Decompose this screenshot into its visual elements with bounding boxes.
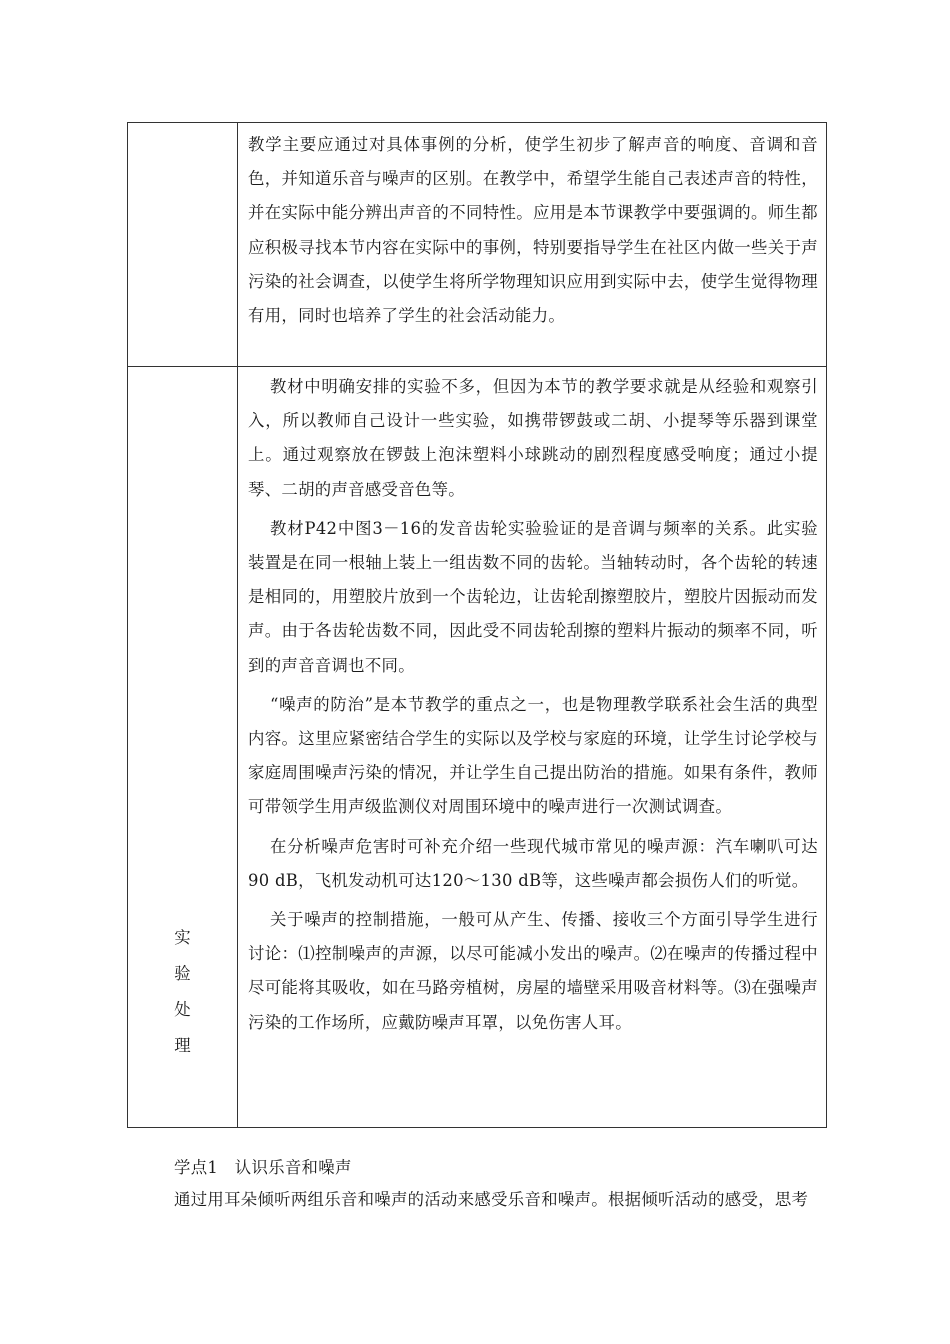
paragraph: 关于噪声的控制措施，一般可从产生、传播、接收三个方面引导学生进行讨论：⑴控制噪声的声源，以尽可能减小发出的噪声。⑵在噪声的传播过程中尽可能将其吸收，如在马路旁植树，房屋的墙壁采用吸音材料等。⑶在强噪声污染的工作场所，应戴防噪声耳罩，以免伤害人耳。 [248,910,818,1032]
row-content-cell [238,123,827,367]
table-row [128,123,827,367]
teaching-paragraph-block [238,123,826,333]
paragraph: 教材P42中图3－16的发音齿轮实验验证的是音调与频率的关系。此实验装置是在同一根轴上装上一组齿数不同的齿轮。当轴转动时，各个齿轮的转速是相同的，用塑胶片放到一个齿轮边，让齿轮刮擦塑胶片，塑胶片因振动而发声。由于各齿轮齿数不同，因此受不同齿轮刮擦的塑料片振动的频率不同，听到的声音音调也不同。 [248,518,818,675]
paragraph: 教材中明确安排的实验不多，但因为本节的教学要求就是从经验和观察引入，所以教师自己设计一些实验，如携带锣鼓或二胡、小提琴等乐器到课堂上。通过观察放在锣鼓上泡沫塑料小球跳动的剧烈程度感受响度；通过小提琴、二胡的声音感受音色等。 [248,377,818,499]
paragraph: “噪声的防治”是本节教学的重点之一，也是物理教学联系社会生活的典型内容。这里应紧密结合学生的实际以及学校与家庭的环境，让学生讨论学校与家庭周围噪声污染的情况，并让学生自己提出防治的措施。如果有条件，教师可带领学生用声级监测仪对周围环境中的噪声进行一次测试调查。 [248,694,818,817]
section-heading: 学点1 认识乐音和噪声 [174,1158,352,1177]
label-char: 处 [174,1000,191,1019]
section-paragraph: 通过用耳朵倾听两组乐音和噪声的活动来感受乐音和噪声。根据倾听活动的感受，思考 [174,1190,809,1209]
paragraph: 在分析噪声危害时可补充介绍一些现代城市常见的噪声源：汽车喇叭可达90 dB，飞机发动机可达120～130 dB等，这些噪声都会损伤人们的听觉。 [248,836,818,890]
row-content-cell [238,367,827,1128]
paragraph: 教学主要应通过对具体事例的分析，使学生初步了解声音的响度、音调和音色，并知道乐音与噪声的区别。在教学中，希望学生能自己表述声音的特性，并在实际中能分辨出声音的不同特性。应用是本节课教学中要强调的。师生都应积极寻找本节内容在实际中的事例，特别要指导学生在社区内做一些关于声污染的社会调查，以使学生将所学物理知识应用到实际中去，使学生觉得物理有用，同时也培养了学生的社会活动能力。 [248,135,818,326]
row-label-cell [128,123,238,367]
row-label-cell [128,367,238,1128]
table-row [128,367,827,1128]
experiment-paragraph-block [238,367,826,1040]
experiment-label [128,367,237,1127]
lesson-table [127,122,827,1128]
label-char: 验 [174,964,191,983]
label-char: 理 [174,1036,191,1055]
label-char: 实 [174,928,191,947]
